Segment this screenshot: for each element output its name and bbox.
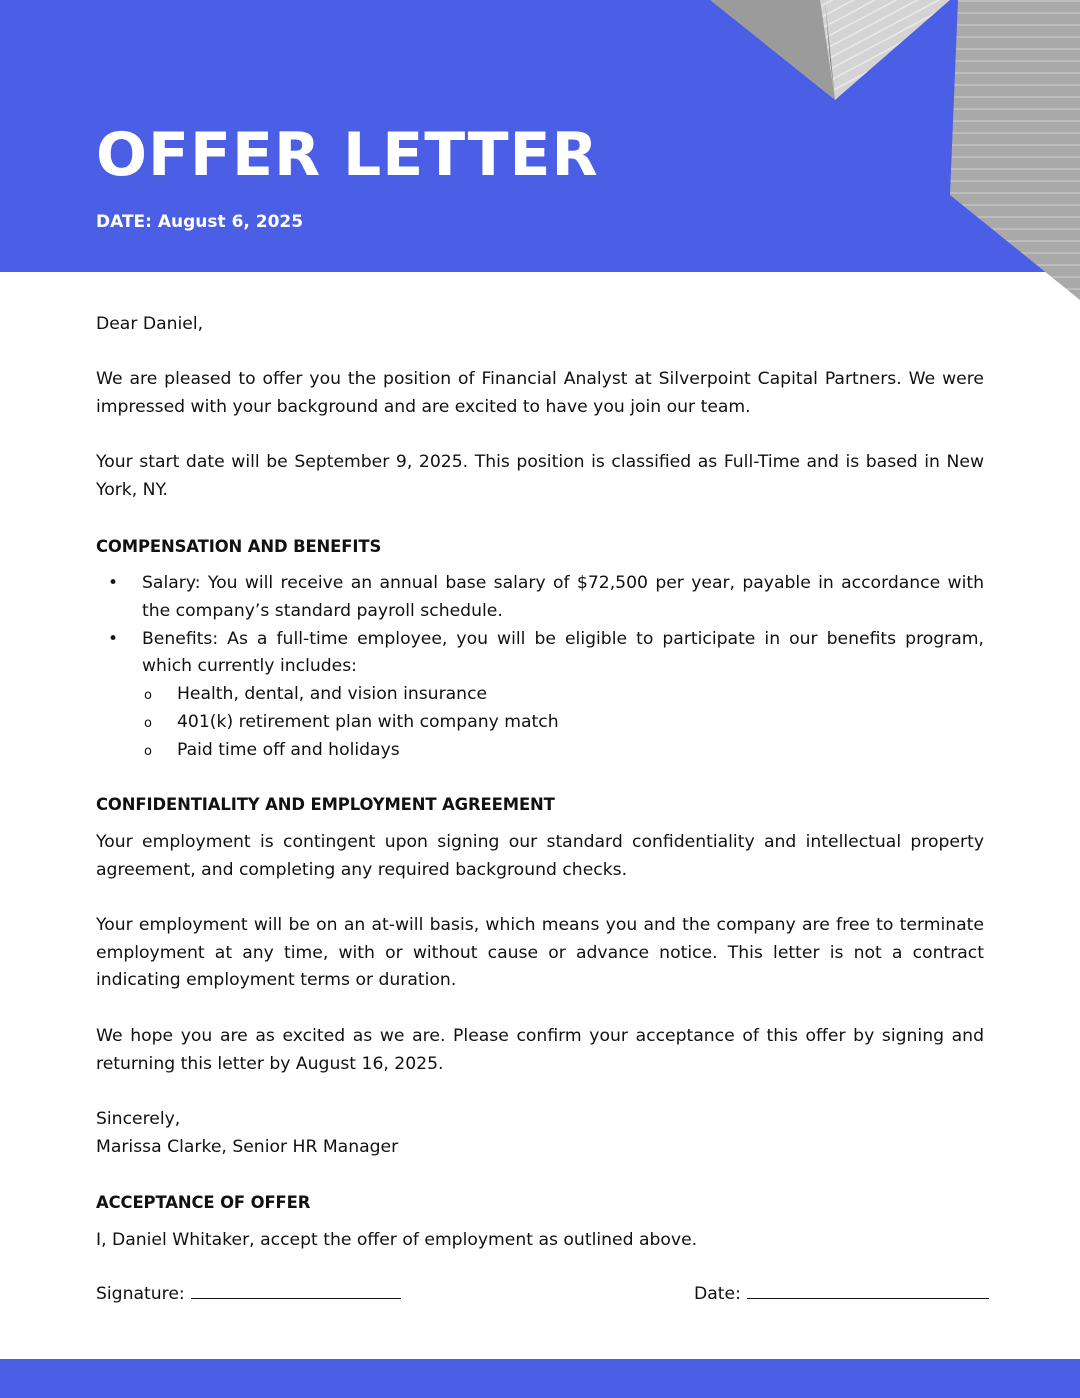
intro-paragraph: We are pleased to offer you the position of Financial Analyst at Silverpoint Capital Partners. We were impressed with your background and are excited to have you join our team. <box>96 369 984 418</box>
benefits-text: Benefits: As a full-time employee, you will be eligible to participate in our benefits program, which currently includes: <box>142 628 984 677</box>
confidentiality-heading: CONFIDENTIALITY AND EMPLOYMENT AGREEMENT <box>96 795 555 815</box>
confidentiality-paragraph: Your employment is contingent upon signing our standard confidentiality and intellectual property agreement, and completing any required background checks. <box>96 831 984 880</box>
acceptance-heading: ACCEPTANCE OF OFFER <box>96 1192 311 1212</box>
bullet-icon: • <box>108 573 119 594</box>
benefits-item <box>96 626 984 765</box>
building-face-top <box>820 0 950 100</box>
salary-item <box>96 570 984 625</box>
building-face-right <box>950 0 1080 300</box>
letter-body <box>96 311 984 1309</box>
letter-date: DATE: August 6, 2025 <box>96 212 304 232</box>
signature-line[interactable] <box>191 1281 401 1299</box>
date-line[interactable] <box>747 1281 989 1299</box>
signature-label: Signature: <box>96 1284 185 1305</box>
page-title: OFFER LETTER <box>96 120 599 190</box>
compensation-list <box>96 570 984 764</box>
salary-text: Salary: You will receive an annual base salary of $72,500 per year, payable in accordance with the company’s standard payroll schedule. <box>142 573 984 621</box>
footer-band <box>0 1359 1080 1398</box>
closing: Sincerely, <box>96 1108 181 1129</box>
list-item <box>142 681 984 709</box>
benefit-item-text: 401(k) retirement plan with company match <box>177 711 559 732</box>
greeting: Dear Daniel, <box>96 314 204 334</box>
circle-bullet-icon: o <box>144 743 152 759</box>
circle-bullet-icon: o <box>144 715 152 731</box>
at-will-paragraph: Your employment will be on an at-will basis, which means you and the company are free to terminate employment at any time, with or without cause or advance notice. This letter is not a contract indicating employment terms or duration. <box>96 915 984 991</box>
benefit-item-text: Health, dental, and vision insurance <box>177 684 488 705</box>
acceptance-statement: I, Daniel Whitaker, accept the offer of employment as outlined above. <box>96 1229 698 1250</box>
list-item <box>142 737 984 765</box>
list-item <box>142 709 984 737</box>
bullet-icon: • <box>108 628 119 649</box>
building-face-left <box>710 0 835 100</box>
compensation-heading: COMPENSATION AND BENEFITS <box>96 536 382 556</box>
benefit-item-text: Paid time off and holidays <box>177 739 400 760</box>
date-label: Date: <box>694 1284 741 1305</box>
date-field[interactable] <box>694 1281 989 1309</box>
signature-field[interactable] <box>96 1281 401 1309</box>
circle-bullet-icon: o <box>144 688 152 704</box>
signature-row <box>96 1281 984 1309</box>
signer-name: Marissa Clarke, Senior HR Manager <box>96 1136 399 1157</box>
start-date-paragraph: Your start date will be September 9, 2025. This position is classified as Full-Time and is based in New York, NY. <box>96 452 984 501</box>
benefits-sublist <box>142 681 984 764</box>
confirm-paragraph: We hope you are as excited as we are. Please confirm your acceptance of this offer by signing and returning this letter by August 16, 2025. <box>96 1025 984 1074</box>
